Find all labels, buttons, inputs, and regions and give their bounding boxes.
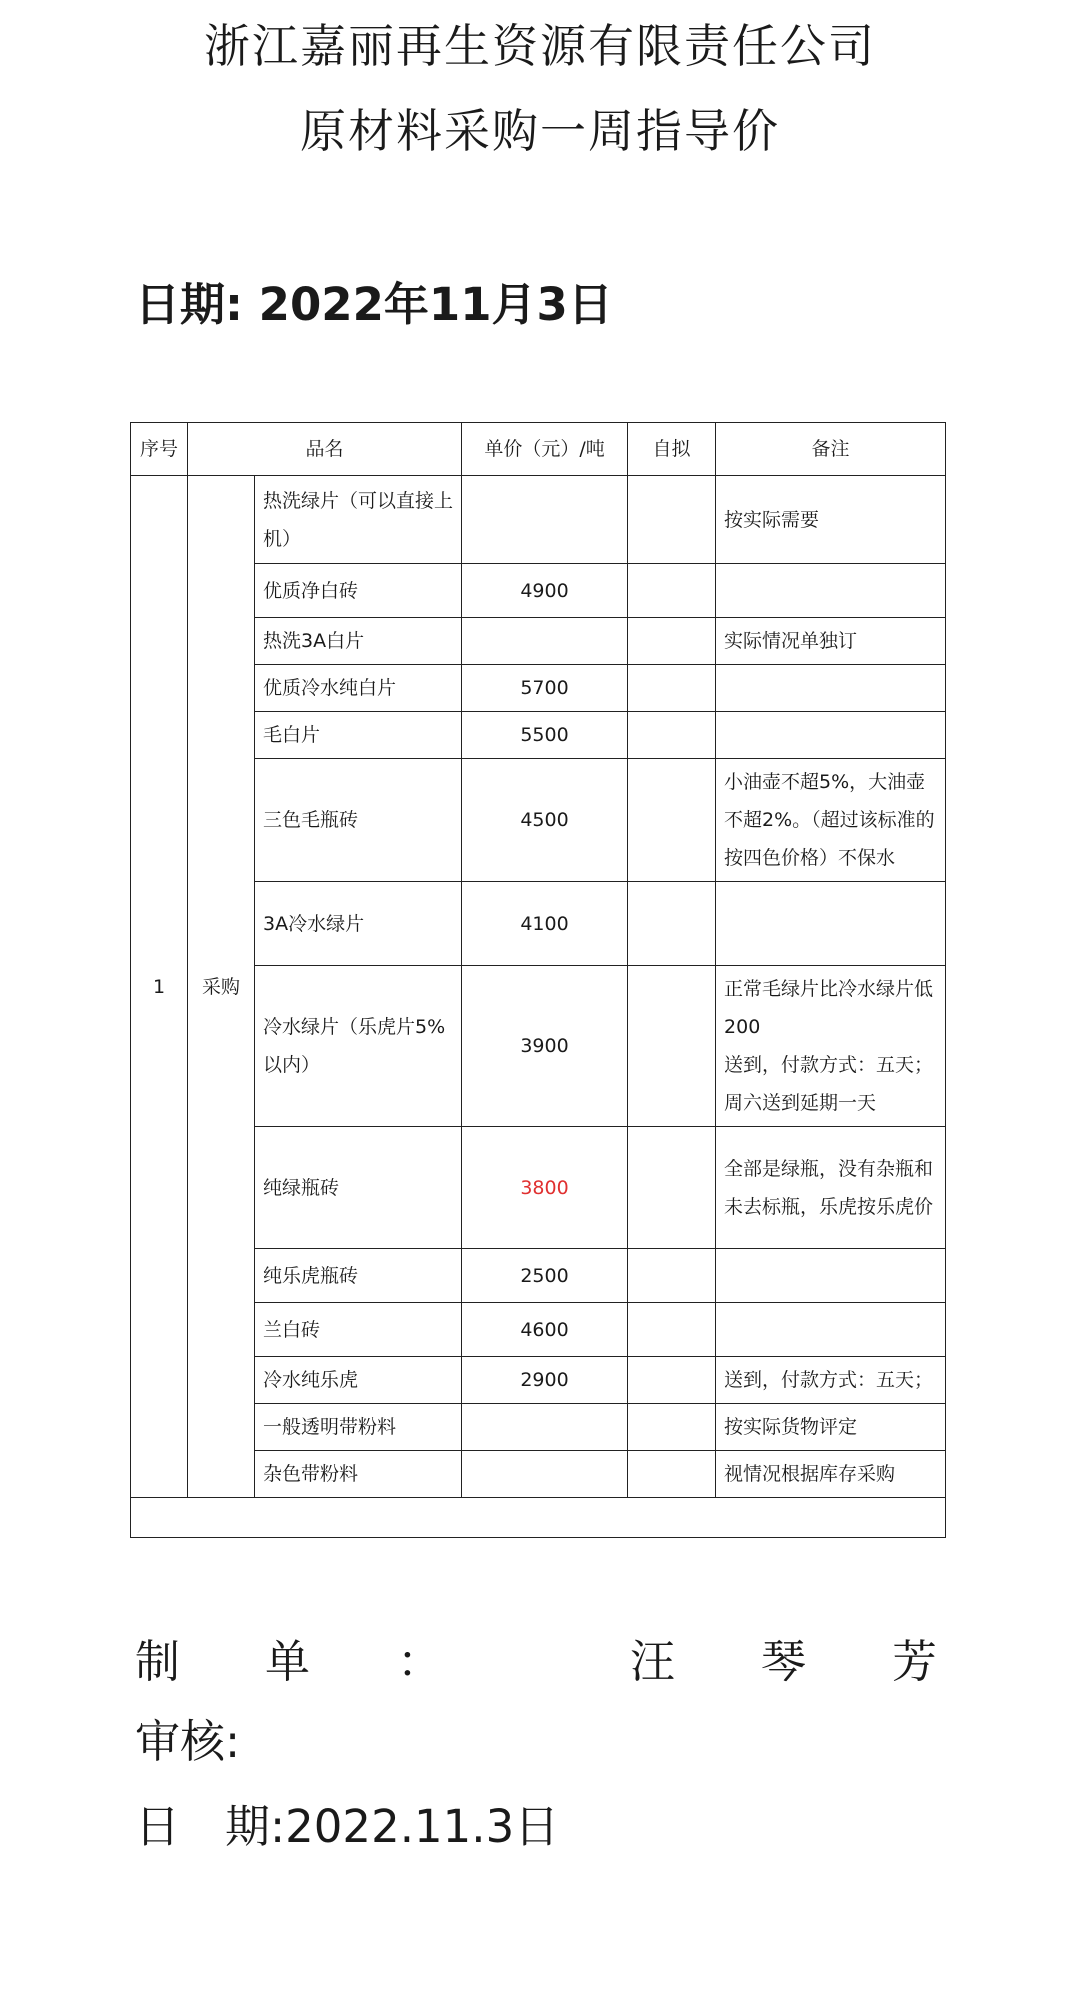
maker-row — [135, 1625, 945, 1688]
item-remark-cell — [716, 882, 946, 966]
item-remark-cell: 按实际货物评定 — [716, 1404, 946, 1451]
item-price-cell — [462, 476, 628, 564]
item-name-cell: 兰白砖 — [255, 1303, 462, 1357]
item-price-cell: 2500 — [462, 1249, 628, 1303]
item-remark-cell: 正常毛绿片比冷水绿片低200 送到，付款方式：五天；周六送到延期一天 — [716, 966, 946, 1127]
item-remark-cell — [716, 665, 946, 712]
item-name-cell: 热洗3A白片 — [255, 618, 462, 665]
item-remark-cell: 按实际需要 — [716, 476, 946, 564]
document-title: 原材料采购一周指导价 — [300, 104, 780, 158]
item-price-cell: 3800 — [462, 1127, 628, 1249]
item-price-cell: 4100 — [462, 882, 628, 966]
item-price-cell — [462, 1404, 628, 1451]
item-self-cell — [628, 1404, 716, 1451]
review-label: 审核: — [135, 1715, 241, 1768]
item-remark-cell — [716, 564, 946, 618]
item-self-cell — [628, 712, 716, 759]
item-self-cell — [628, 882, 716, 966]
table-header-row — [131, 423, 946, 476]
item-name-cell: 毛白片 — [255, 712, 462, 759]
item-self-cell — [628, 618, 716, 665]
item-price-cell: 3900 — [462, 966, 628, 1127]
maker-label-char: 制 — [135, 1635, 181, 1688]
empty-cell — [131, 1498, 946, 1538]
item-self-cell — [628, 759, 716, 882]
footer-date — [135, 1790, 559, 1855]
item-self-cell — [628, 1249, 716, 1303]
company-title: 浙江嘉丽再生资源有限责任公司 — [204, 19, 876, 73]
maker-label-char: 单 — [265, 1635, 311, 1688]
maker-name-char: 芳 — [892, 1635, 938, 1688]
item-remark-cell: 视情况根据库存采购 — [716, 1451, 946, 1498]
column-header-remark: 备注 — [716, 423, 946, 476]
item-price-cell: 4500 — [462, 759, 628, 882]
item-name-cell: 热洗绿片（可以直接上机） — [255, 476, 462, 564]
item-self-cell — [628, 1357, 716, 1404]
item-self-cell — [628, 564, 716, 618]
item-price-cell: 4900 — [462, 564, 628, 618]
item-remark-cell — [716, 712, 946, 759]
item-remark-cell — [716, 1249, 946, 1303]
maker-label-char: ： — [397, 1635, 443, 1688]
column-header-self: 自拟 — [628, 423, 716, 476]
item-self-cell — [628, 665, 716, 712]
item-name-cell: 3A冷水绿片 — [255, 882, 462, 966]
item-self-cell — [628, 1451, 716, 1498]
table-row — [131, 476, 946, 564]
column-header-seq: 序号 — [131, 423, 188, 476]
group-seq-cell: 1 — [131, 476, 188, 1498]
item-self-cell — [628, 966, 716, 1127]
item-remark-cell — [716, 1303, 946, 1357]
item-name-cell: 优质冷水纯白片 — [255, 665, 462, 712]
item-name-cell: 纯乐虎瓶砖 — [255, 1249, 462, 1303]
item-price-cell — [462, 1451, 628, 1498]
item-price-cell: 5500 — [462, 712, 628, 759]
price-table — [130, 422, 946, 1538]
date-line: 日期: 2022年11月3日 — [135, 278, 613, 331]
item-remark-cell: 小油壶不超5%，大油壶不超2%。（超过该标准的按四色价格）不保水 — [716, 759, 946, 882]
item-name-cell: 冷水纯乐虎 — [255, 1357, 462, 1404]
item-name-cell: 三色毛瓶砖 — [255, 759, 462, 882]
item-remark-cell: 实际情况单独订 — [716, 618, 946, 665]
item-name-cell: 优质净白砖 — [255, 564, 462, 618]
item-self-cell — [628, 1127, 716, 1249]
footer-date-label: 日 期: — [135, 1800, 286, 1853]
column-header-name: 品名 — [188, 423, 462, 476]
item-price-cell: 2900 — [462, 1357, 628, 1404]
maker-name-char: 琴 — [761, 1635, 807, 1688]
item-price-cell: 4600 — [462, 1303, 628, 1357]
item-self-cell — [628, 1303, 716, 1357]
maker-name-char: 汪 — [630, 1635, 676, 1688]
group-label-cell: 采购 — [188, 476, 255, 1498]
item-name-cell: 纯绿瓶砖 — [255, 1127, 462, 1249]
item-remark-cell: 送到，付款方式：五天； — [716, 1357, 946, 1404]
item-remark-cell: 全部是绿瓶，没有杂瓶和未去标瓶，乐虎按乐虎价 — [716, 1127, 946, 1249]
item-price-cell — [462, 618, 628, 665]
footer-date-value: 2022.11.3日 — [285, 1800, 560, 1853]
item-name-cell: 一般透明带粉料 — [255, 1404, 462, 1451]
empty-row — [131, 1498, 946, 1538]
column-header-price: 单价（元）/吨 — [462, 423, 628, 476]
item-price-cell: 5700 — [462, 665, 628, 712]
item-name-cell: 冷水绿片（乐虎片5%以内） — [255, 966, 462, 1127]
item-self-cell — [628, 476, 716, 564]
item-name-cell: 杂色带粉料 — [255, 1451, 462, 1498]
